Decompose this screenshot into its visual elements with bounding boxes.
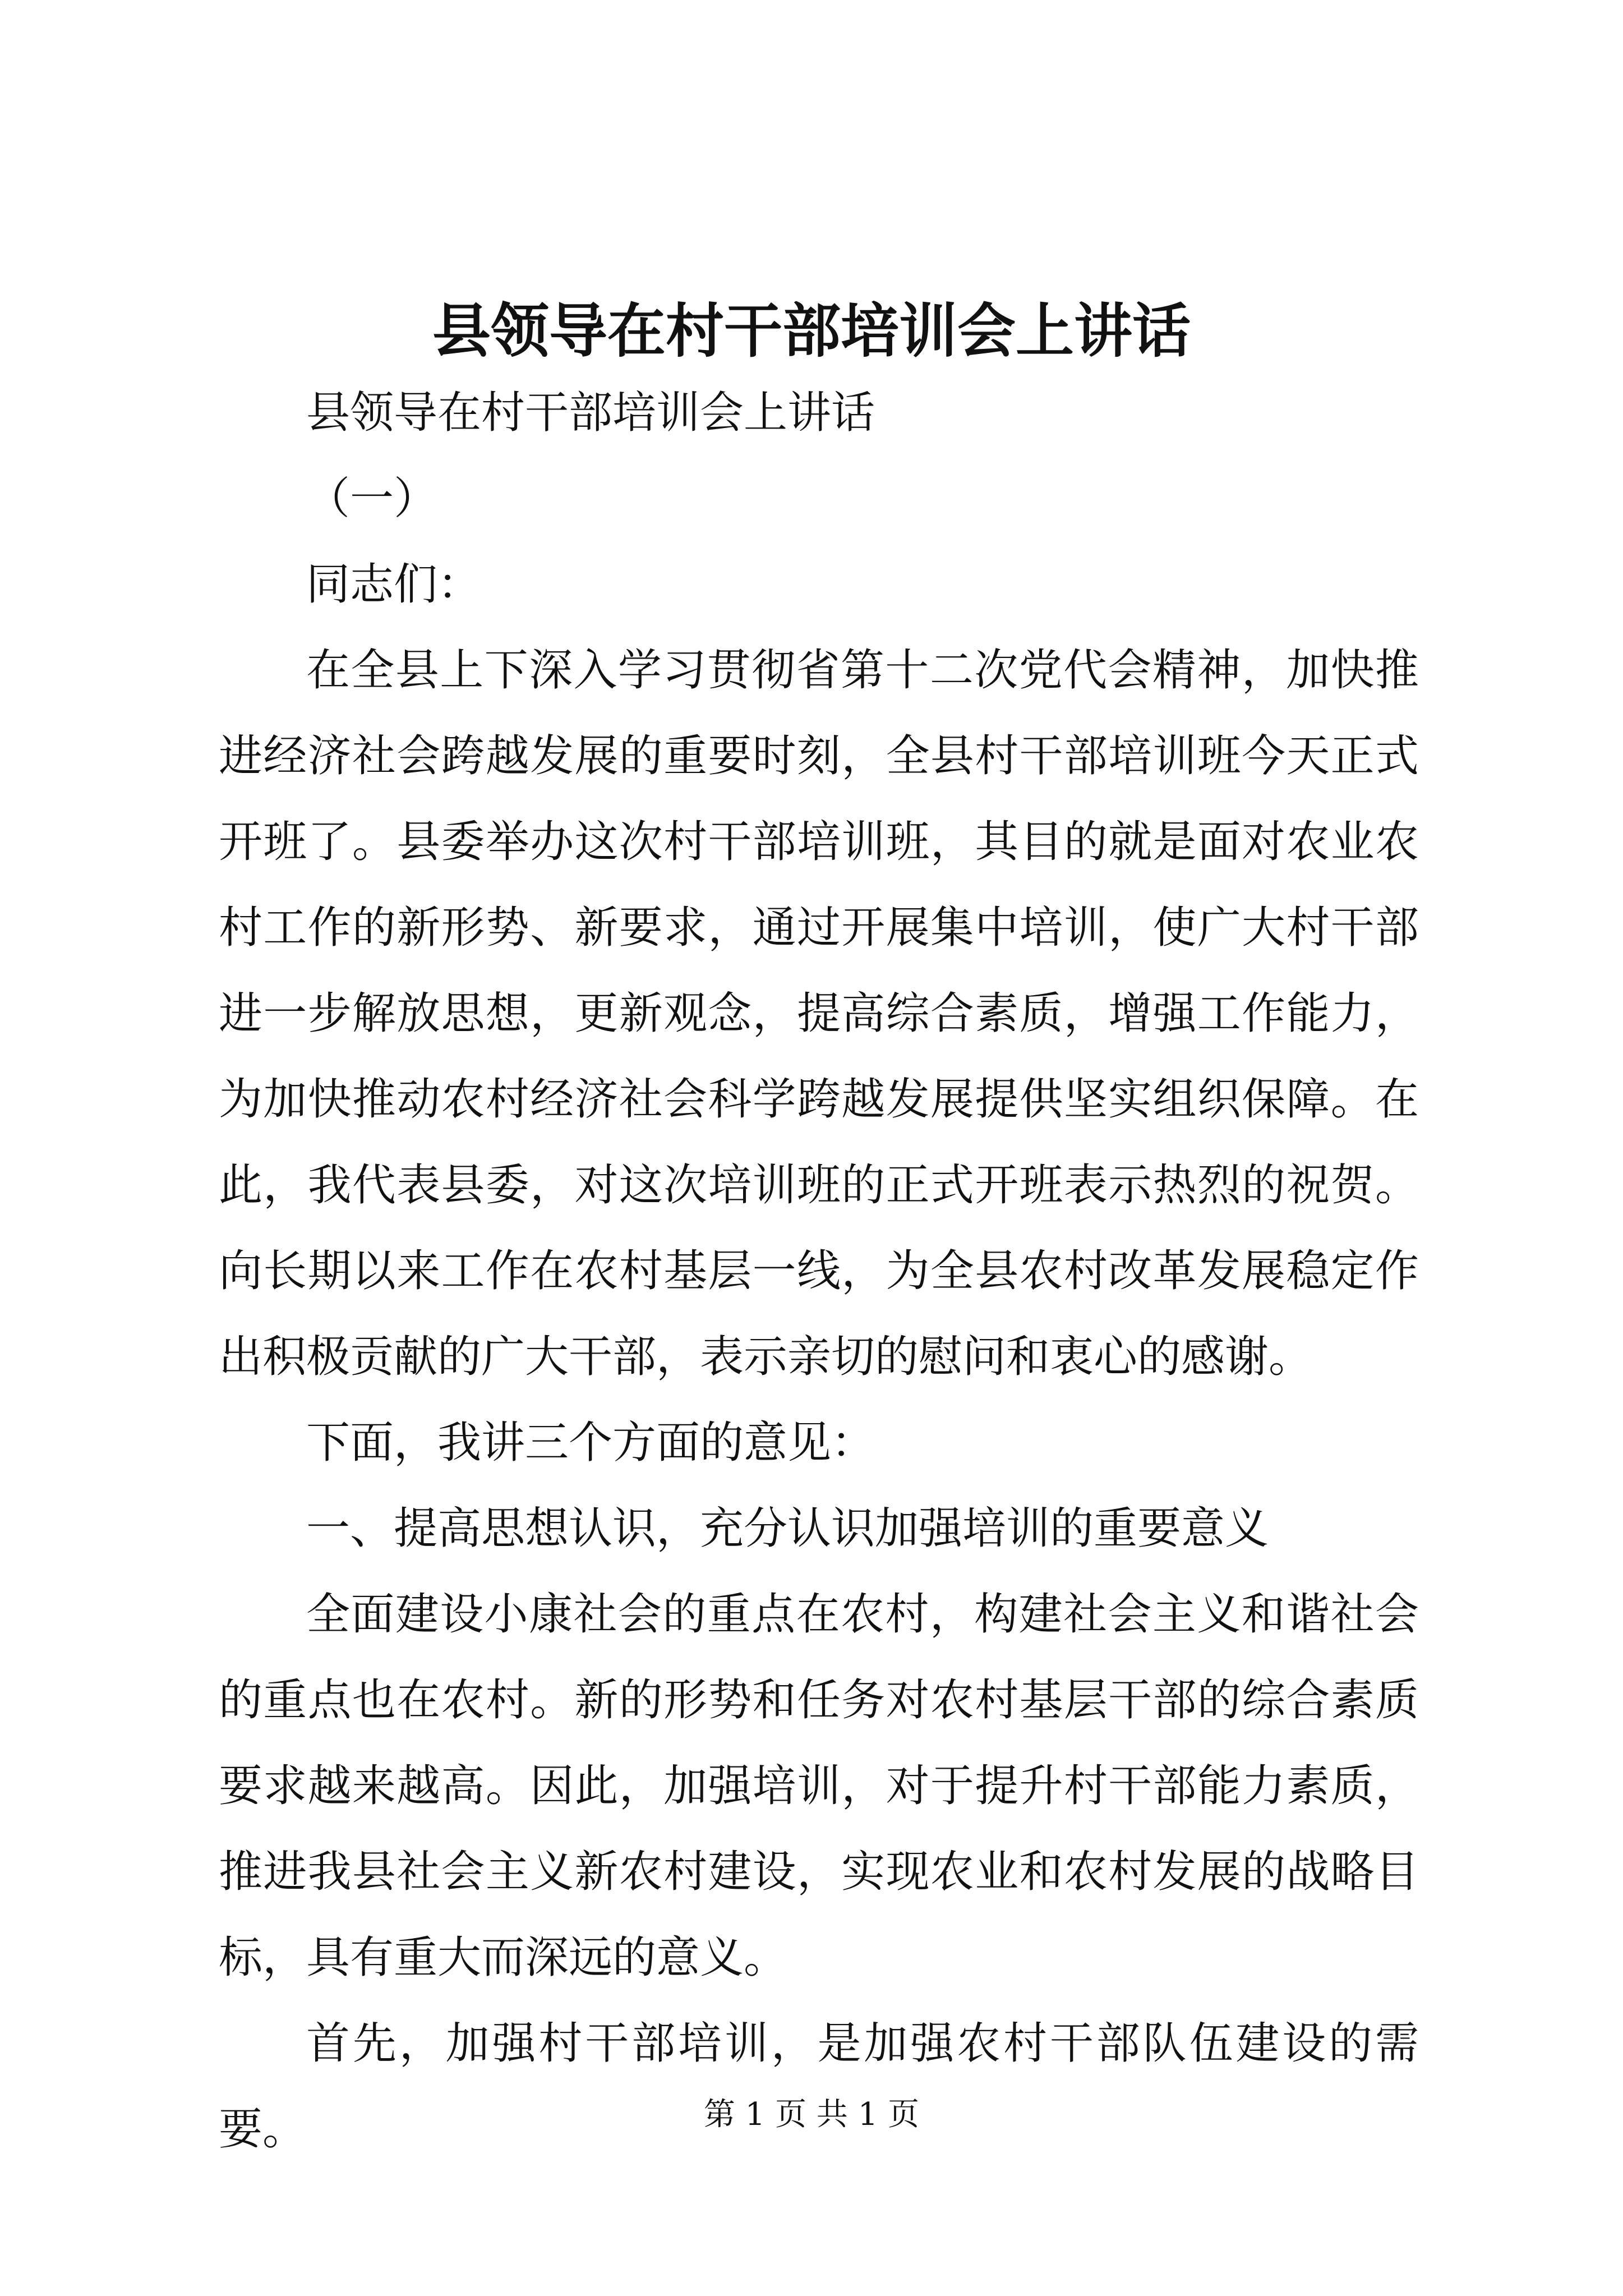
page-number-footer: 第 1 页 共 1 页	[703, 2096, 920, 2133]
body-paragraph: 在全县上下深入学习贯彻省第十二次党代会精神，加快推进经济社会跨越发展的重要时刻，全县村干部培训班今天正式开班了。县委举办这次村干部培训班，其目的就是面对农业农村工作的新形势、新要求，通过开展集中培训，使广大村干部进一步解放思想，更新观念，提高综合素质，增强工作能力，为加快推动农村经济社会科学跨越发展提供坚实组织保障。在此，我代表县委，对这次培训班的正式开班表示热烈的祝贺。向长期以来工作在农村基层一线，为全县农村改革发展稳定作出积极贡献的广大干部，表示亲切的慰问和衷心的感谢。	[219, 645, 1419, 1382]
body-paragraph: 县领导在村干部培训会上讲话	[306, 388, 875, 438]
section-heading: 一、提高思想认识，充分认识加强培训的重要意义	[306, 1503, 1269, 1554]
document-title: 县领导在村干部培训会上讲话	[432, 296, 1191, 365]
body-paragraph: 同志们：	[306, 559, 482, 610]
body-paragraph: 首先，加强村干部培训，是加强农村干部队伍建设的需要。	[219, 2018, 1419, 2155]
document-body	[219, 370, 1419, 2173]
body-paragraph: 下面，我讲三个方面的意见：	[306, 1418, 875, 1468]
body-paragraph: 全面建设小康社会的重点在农村，构建社会主义和谐社会的重点也在农村。新的形势和任务对农村基层干部的综合素质要求越来越高。因此，加强培训，对于提升村干部能力素质，推进我县社会主义新农村建设，实现农业和农村发展的战略目标，具有重大而深远的意义。	[219, 1589, 1419, 1983]
body-paragraph: （一）	[306, 473, 438, 524]
